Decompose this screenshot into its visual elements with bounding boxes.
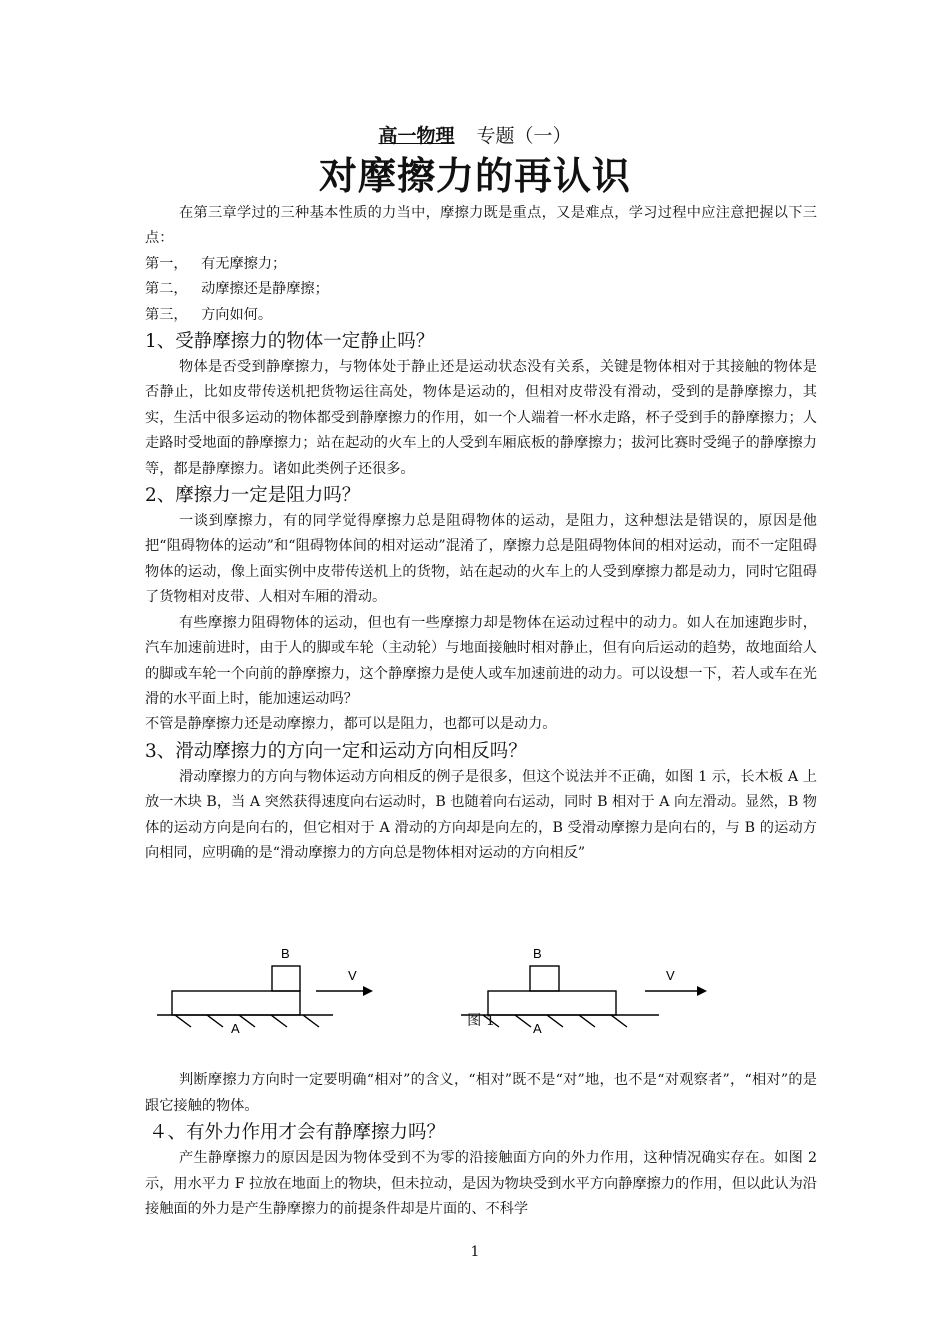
block-b-right <box>530 966 559 991</box>
figure-1 <box>145 866 817 1068</box>
section-heading: 1、受静摩擦力的物体一定静止吗？ <box>145 331 435 353</box>
document-header <box>0 122 950 150</box>
section-paragraph: 滑动摩擦力的方向与物体运动方向相反的例子是很多，但这个说法并不正确，如图 1 示，长木板 A 上放一木块 B，当 A 突然获得速度向右运动时，B 也随着向右运动，同时 B 相对于 A 向左滑动。显然，B 物体的运动方向是向右的，但它相对于 A 滑动的方向却是向左的，B 受滑动摩擦力是向右的，与 B 的运动方向相同，应明确的是“滑动摩擦力的方向总是物体相对运动的方向相反” <box>145 768 817 861</box>
point-item: 第一， 有无摩擦力； <box>145 255 287 272</box>
label-v-left: V <box>348 968 357 984</box>
label-b-right: B <box>533 946 542 962</box>
arrow-head-right <box>697 986 707 996</box>
section-paragraph: 有些摩擦力阻碍物体的运动，但也有一些摩擦力却是物体在运动过程中的动力。如人在加速跑步时，汽车加速前进时，由于人的脚或车轮（主动轮）与地面接触时相对静止，但有向后运动的趋势，故地面给人的脚或车轮一个向前的静摩擦力，这个静摩擦力是使人或车加速前进的动力。可以设想一下，若人或车在光滑的水平面上时，能加速运动吗？ <box>145 614 817 707</box>
block-b-left <box>272 966 300 991</box>
label-a-right: A <box>533 1021 542 1037</box>
section-heading: 3、滑动摩擦力的方向一定和运动方向相反吗？ <box>145 740 527 762</box>
section-heading: 2、摩擦力一定是阻力吗？ <box>145 485 361 507</box>
arrow-head-left <box>363 986 373 996</box>
point-item: 第三， 方向如何。 <box>145 306 273 323</box>
figure-diagram <box>145 866 817 1068</box>
point-item: 第二， 动摩擦还是静摩擦； <box>145 281 329 298</box>
course-name: 高一物理 <box>378 125 455 147</box>
section-paragraph: 判断摩擦力方向时一定要明确“相对”的含义，“相对”既不是“对”地，也不是“对观察者”，“相对”的是跟它接触的物体。 <box>145 1072 817 1114</box>
section-paragraph: 产生静摩擦力的原因是因为物体受到不为零的沿接触面方向的外力作用，这种情况确实存在。如图 2 示，用水平力 F 拉放在地面上的物块，但未拉动，是因为物块受到水平方向静摩擦力的作用，但以此认为沿接触面的外力是产生静摩擦力的前提条件却是片面的、不科学 <box>145 1150 817 1217</box>
page-number: 1 <box>470 1244 480 1260</box>
section-heading: ４、有外力作用才会有静摩擦力吗？ <box>149 1122 446 1144</box>
section-paragraph: 不管是静摩擦力还是动摩擦力，都可以是阻力，也都可以是动力。 <box>145 716 557 733</box>
label-b-left: B <box>281 946 290 962</box>
section-paragraph: 物体是否受到静摩擦力，与物体处于静止还是运动状态没有关系，关键是物体相对于其接触的物体是否静止，比如皮带传送机把货物运往高处，物体是运动的，但相对皮带没有滑动，受到的是静摩擦力，其实，生活中很多运动的物体都受到静摩擦力的作用，如一个人端着一杯水走路，杯子受到手的静摩擦力；人走路时受地面的静摩擦力；站在起动的火车上的人受到车厢底板的静摩擦力；拔河比赛时受绳子的静摩擦力等，都是静摩擦力。诸如此类例子还很多。 <box>145 359 817 477</box>
intro-paragraph: 在第三章学过的三种基本性质的力当中，摩擦力既是重点，又是难点，学习过程中应注意把握以下三点： <box>145 205 817 247</box>
topic-label: 专题（一） <box>476 125 572 147</box>
document-body <box>145 201 817 1222</box>
page-title: 对摩擦力的再认识 <box>318 153 631 198</box>
figure-caption: 图 1 <box>467 1013 495 1030</box>
label-a-left: A <box>231 1021 240 1037</box>
section-paragraph: 一谈到摩擦力，有的同学觉得摩擦力总是阻碍物体的运动，是阻力，这种想法是错误的，原因是他把“阻碍物体的运动”和“阻碍物体间的相对运动”混淆了，摩擦力总是阻碍物体间的相对运动，而不一定阻碍物体的运动，像上面实例中皮带传送机上的货物，站在起动的火车上的人受到摩擦力都是动力，同时它阻碍了货物相对皮带、人相对车厢的滑动。 <box>145 513 817 606</box>
label-v-right: V <box>666 968 675 984</box>
